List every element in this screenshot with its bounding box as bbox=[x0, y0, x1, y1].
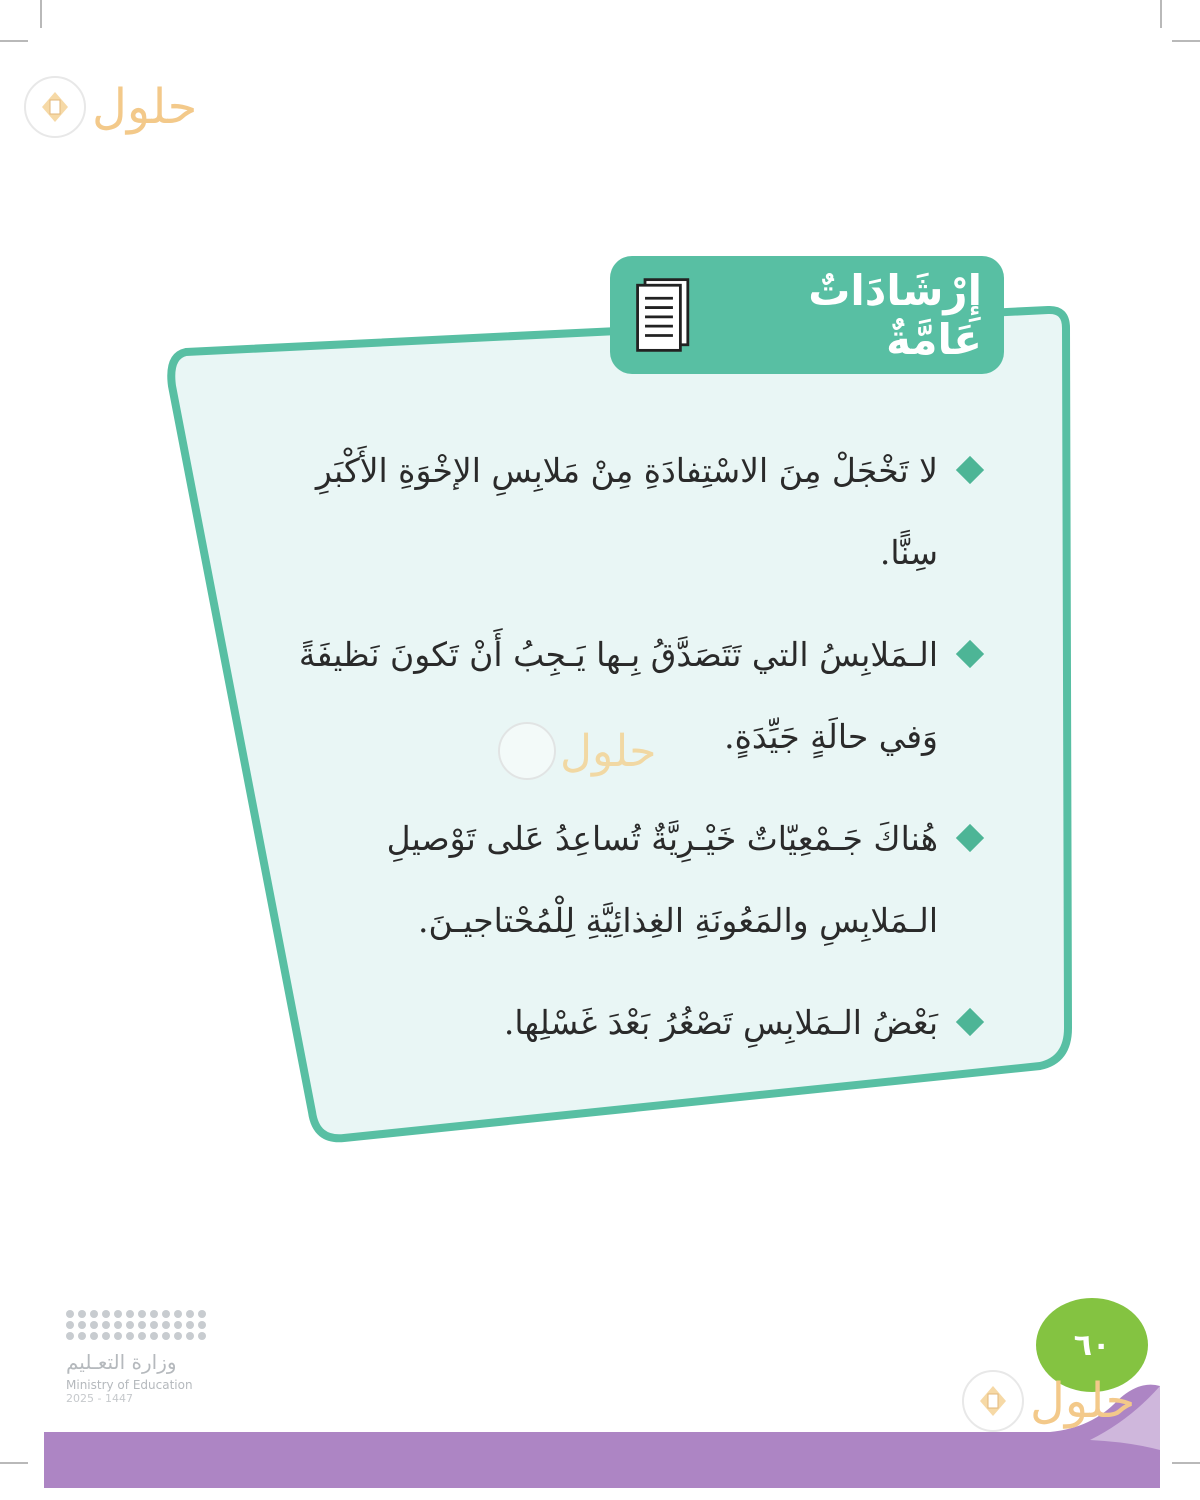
watermark-text: حلول bbox=[1030, 1373, 1136, 1429]
diamond-bullet-icon bbox=[956, 456, 984, 484]
tip-text: بَعْضُ الـمَلابِسِ تَصْغُرُ بَعْدَ غَسْلِها. bbox=[503, 1003, 938, 1042]
watermark-logo bbox=[498, 722, 656, 780]
watermark-logo bbox=[962, 1370, 1135, 1432]
watermark-text: حلول bbox=[92, 79, 198, 135]
diamond-bullet-icon bbox=[956, 824, 984, 852]
document-list-icon bbox=[632, 273, 693, 357]
tip-text: الـمَلابِسُ التي تَتَصَدَّقُ بِـها يَـجِبُ أَنْ تَكونَ نَظيفَةً وَفي حالَةٍ جَيِّدَةٍ. bbox=[298, 635, 938, 756]
watermark-disc-icon bbox=[498, 722, 556, 780]
page-number: ٦٠ bbox=[1036, 1298, 1148, 1392]
list-item bbox=[290, 982, 990, 1064]
ministry-year: 2025 - 1447 bbox=[66, 1392, 133, 1405]
ministry-dots-icon bbox=[66, 1310, 216, 1340]
watermark-text: حلول bbox=[560, 725, 657, 777]
ministry-arabic: وزارة التعـليم bbox=[66, 1350, 177, 1374]
ministry-english: Ministry of Education bbox=[66, 1378, 193, 1392]
tip-text: هُناكَ جَـمْعِيّاتٌ خَيْـرِيَّةٌ تُساعِدُ عَلى تَوْصيلِ الـمَلابِسِ والمَعُونَةِ الغِذائِيَّةِ لِلْمُحْتاجيـنَ. bbox=[386, 819, 938, 940]
section-title: إِرْشَادَاتٌ عَامَّةٌ bbox=[808, 266, 982, 364]
watermark-disc-icon bbox=[962, 1370, 1024, 1432]
list-item bbox=[290, 798, 990, 962]
diamond-bullet-icon bbox=[956, 640, 984, 668]
tip-text: لا تَخْجَلْ مِنَ الاسْتِفادَةِ مِنْ مَلابِسِ الإخْوَةِ الأَكْبَرِ سِنًّا. bbox=[315, 451, 938, 572]
diamond-bullet-icon bbox=[956, 1008, 984, 1036]
section-title-tab bbox=[610, 256, 1004, 374]
list-item bbox=[290, 430, 990, 594]
